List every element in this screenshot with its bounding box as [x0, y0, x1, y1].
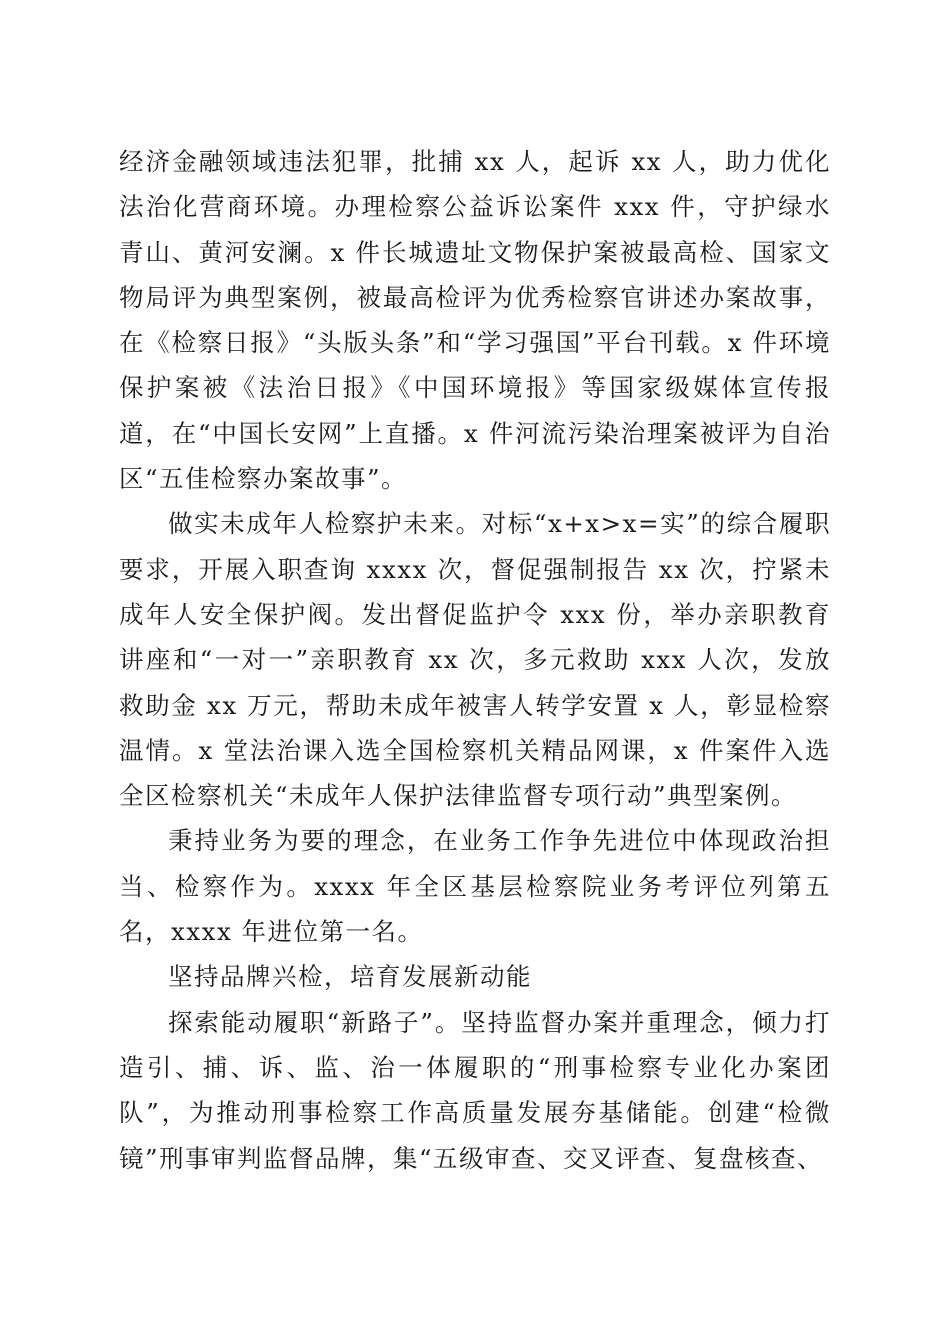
document-body — [119, 139, 831, 1181]
paragraph-proactive-duty: 探索能动履职“新路子”。坚持监督办案并重理念，倾力打造引、捕、诉、监、治一体履职的“刑事检察专业化办案团队”，为推动刑事检察工作高质量发展夯基储能。创建“检微镜”刑事审判监督品牌，集“五级审查、交叉评查、复盘核查、 — [119, 1007, 831, 1173]
section-heading-brand-building: 坚持品牌兴检，培育发展新动能 — [168, 962, 532, 992]
paragraph-economic-crime-public-interest: 经济金融领域违法犯罪，批捕 xx 人，起诉 xx 人，助力优化法治化营商环境。办理检察公益诉讼案件 xxx 件，守护绿水青山、黄河安澜。x 件长城遗址文物保护案被最高检、国家文物局评为典型案例，被最高检评为优秀检察官讲述办案故事，在《检察日报》“头版头条”和“学习强国”平台刊载。x 件环境保护案被《法治日报》《中国环境报》等国家级媒体宣传报道，在“中国长安网”上直播。x 件河流污染治理案被评为自治区“五佳检察办案故事”。 — [119, 147, 831, 494]
paragraph-juvenile-procuratorate: 做实未成年人检察护未来。对标“x+x>x=实”的综合履职要求，开展入职查询 xxxx 次，督促强制报告 xx 次，拧紧未成年人安全保护阀。发出督促监护令 xxx 份，举办亲职教育讲座和“一对一”亲职教育 xx 次，多元救助 xxx 人次，发放救助金 xx 万元，帮助未成年被害人转学安置 x 人，彰显检察温情。x 堂法治课入选全国检察机关精品网课，x 件案件入选全区检察机关“未成年人保护法律监督专项行动”典型案例。 — [119, 509, 831, 811]
paragraph-business-priority: 秉持业务为要的理念，在业务工作争先进位中体现政治担当、检察作为。xxxx 年全区基层检察院业务考评位列第五名，xxxx 年进位第一名。 — [119, 826, 831, 947]
